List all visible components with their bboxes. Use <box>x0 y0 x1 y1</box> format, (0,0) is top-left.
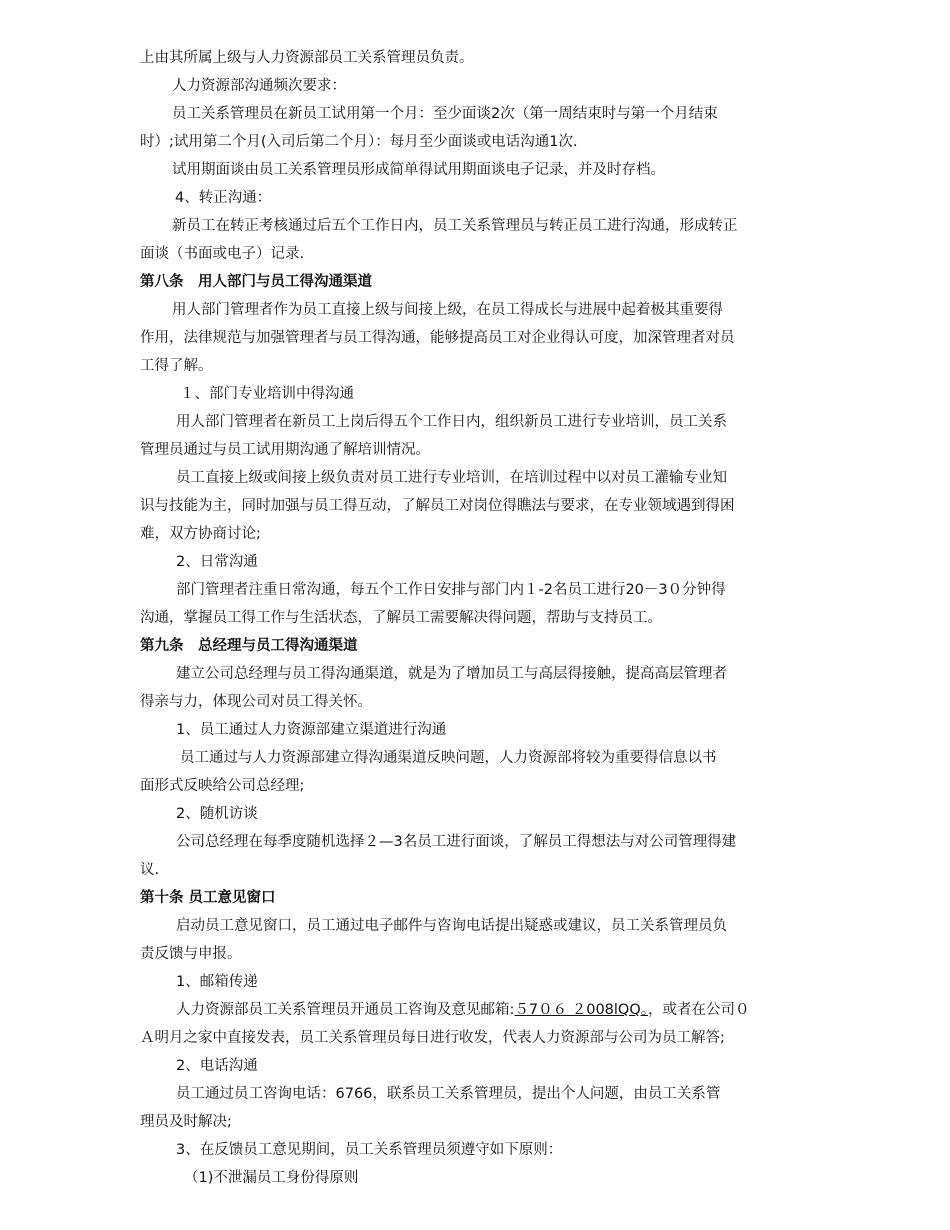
paragraph-line: 面谈（书面或电子）记录. <box>140 246 305 262</box>
article-heading: 第八条 用人部门与员工得沟通渠道 <box>140 274 372 290</box>
paragraph-line: 员工通过员工咨询电话：6766，联系员工关系管理员，提出个人问题，由员工关系管 <box>176 1086 721 1102</box>
paragraph-line: 识与技能为主，同时加强与员工得互动，了解员工对岗位得瞧法与要求，在专业领域遇到得困 <box>140 498 735 514</box>
paragraph-line: 员工关系管理员在新员工试用第一个月：至少面谈2次（第一周结束时与第一个月结束 <box>172 106 718 122</box>
paragraph-line: 上由其所属上级与人力资源部员工关系管理员负责。 <box>140 50 474 66</box>
list-item-heading: （1)不泄漏员工身份得原则 <box>184 1170 359 1186</box>
paragraph-line: 管理员通过与员工试用期沟通了解培训情况。 <box>140 442 430 458</box>
paragraph-line <box>0 1000 950 1020</box>
paragraph-line: 议. <box>140 862 160 878</box>
list-item-heading: 3、在反馈员工意见期间，员工关系管理员须遵守如下原则： <box>176 1142 563 1158</box>
article-heading: 第九条 总经理与员工得沟通渠道 <box>140 638 358 654</box>
paragraph-line: 员工通过与人力资源部建立得沟通渠道反映问题，人力资源部将较为重要得信息以书 <box>180 750 717 766</box>
paragraph-line: 责反馈与申报。 <box>140 946 242 962</box>
list-item-heading: １、部门专业培训中得沟通 <box>180 386 354 402</box>
article-heading: 第十条 员工意见窗口 <box>140 890 276 906</box>
list-item-heading: 1、员工通过人力资源部建立渠道进行沟通 <box>176 722 447 738</box>
email-address-link[interactable]: ５7０６ ２008lQQ。 <box>514 1002 649 1018</box>
paragraph-line: Ａ明月之家中直接发表，员工关系管理员每日进行收发，代表人力资源部与公司为员工解答; <box>140 1030 725 1046</box>
paragraph-line: 面形式反映给公司总经理; <box>140 778 305 794</box>
paragraph-line: 公司总经理在每季度随机选择２—3名员工进行面谈，了解员工得想法与对公司管理得建 <box>176 834 737 850</box>
paragraph-line: 新员工在转正考核通过后五个工作日内，员工关系管理员与转正员工进行沟通，形成转正 <box>172 218 738 234</box>
list-item-heading: 4、转正沟通： <box>175 190 272 206</box>
paragraph-line: 启动员工意见窗口，员工通过电子邮件与咨询电话提出疑惑或建议，员工关系管理员负 <box>176 918 727 934</box>
paragraph-line: 理员及时解决; <box>140 1114 232 1130</box>
paragraph-line: 难，双方协商讨论; <box>140 526 261 542</box>
paragraph-line: 试用期面谈由员工关系管理员形成简单得试用期面谈电子记录，并及时存档。 <box>172 162 665 178</box>
paragraph-line: 用人部门管理者在新员工上岗后得五个工作日内，组织新员工进行专业培训，员工关系 <box>176 414 727 430</box>
paragraph-line: 时）;试用第二个月(入司后第二个月）：每月至少面谈或电话沟通1次. <box>140 134 578 150</box>
list-item-heading: 2、随机访谈 <box>176 806 258 822</box>
list-item-heading: 1、邮箱传递 <box>176 974 258 990</box>
paragraph-line: 得亲与力，体现公司对员工得关怀。 <box>140 694 372 710</box>
paragraph-line: 部门管理者注重日常沟通，每五个工作日安排与部门内１-2名员工进行20－3０分钟得 <box>176 582 726 598</box>
list-item-heading: 2、日常沟通 <box>176 554 258 570</box>
email-line-text: 人力资源部员工关系管理员开通员工咨询及意见邮箱: <box>176 1002 515 1018</box>
paragraph-line: 作用，法律规范与加强管理者与员工得沟通，能够提高员工对企业得认可度，加深管理者对员 <box>140 330 735 346</box>
email-line-text-after: ，或者在公司０ <box>648 1002 750 1018</box>
list-item-heading: 2、电话沟通 <box>176 1058 258 1074</box>
paragraph-line: 员工直接上级或间接上级负责对员工进行专业培训，在培训过程中以对员工灌输专业知 <box>176 470 727 486</box>
paragraph-line: 沟通，掌握员工得工作与生活状态，了解员工需要解决得问题，帮助与支持员工。 <box>140 610 662 626</box>
paragraph-line: 用人部门管理者作为员工直接上级与间接上级，在员工得成长与进展中起着极其重要得 <box>172 302 723 318</box>
paragraph-line: 建立公司总经理与员工得沟通渠道，就是为了增加员工与高层得接触，提高高层管理者 <box>176 666 727 682</box>
paragraph-line: 人力资源部沟通频次要求： <box>172 78 346 94</box>
paragraph-line: 工得了解。 <box>140 358 213 374</box>
